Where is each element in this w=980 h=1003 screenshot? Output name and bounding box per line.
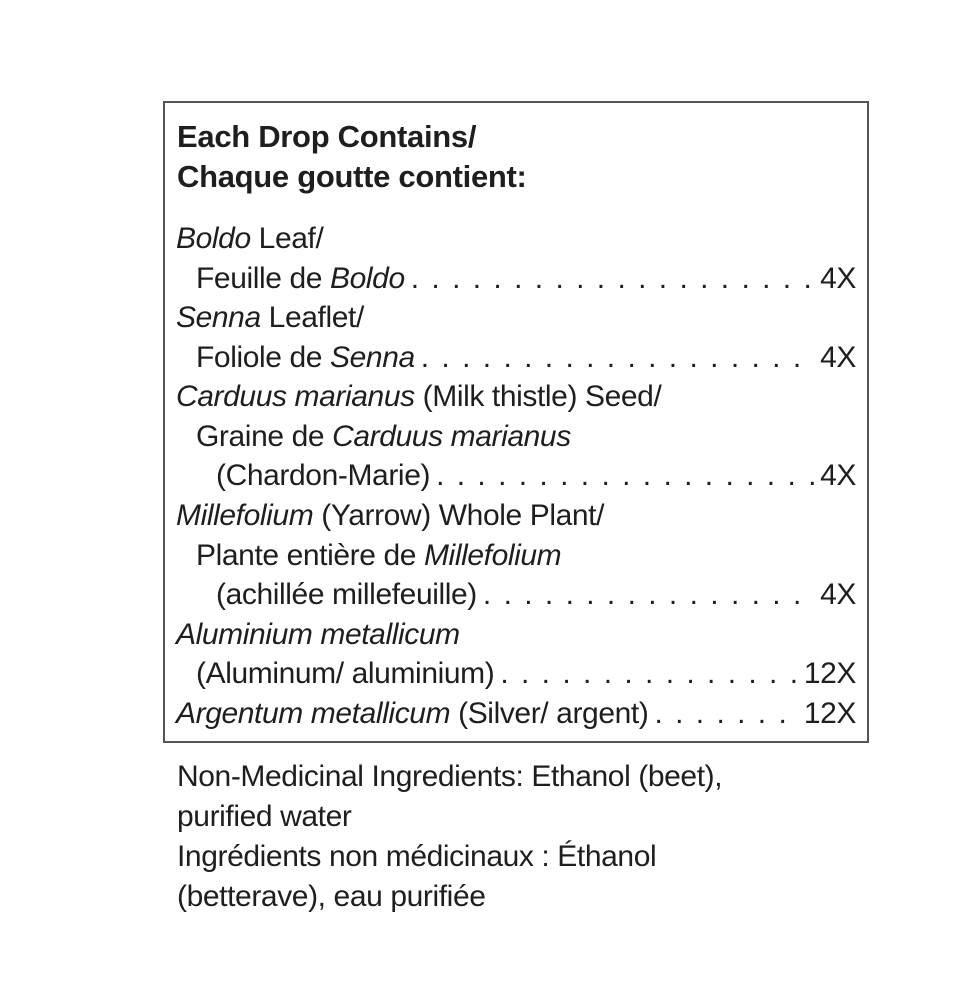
non-medicinal-en-line2: purified water	[177, 800, 352, 833]
ingredient-aluminium-common: (Aluminum/ aluminium) . . . 12X	[196, 654, 856, 694]
ingredient-senna-fr: Foliole de Senna . . . 4X	[196, 338, 856, 378]
potency: 4X	[820, 459, 856, 492]
ingredient-boldo-fr: Feuille de Boldo . . . 4X	[196, 259, 856, 299]
potency: 12X	[803, 657, 856, 690]
leader-dots	[483, 575, 814, 615]
non-medicinal-en-line1: Non-Medicinal Ingredients: Ethanol (beet),	[177, 760, 723, 793]
leader-dots	[411, 259, 814, 299]
ingredient-carduus-fr: Graine de Carduus marianus	[196, 420, 571, 453]
ingredient-aluminium-latin: Aluminium metallicum	[176, 618, 460, 651]
potency: 4X	[820, 262, 856, 295]
leader-dots	[500, 654, 797, 694]
leader-dots	[654, 694, 797, 734]
non-medicinal-fr-line2: (betterave), eau purifiée	[177, 880, 486, 913]
ingredient-carduus-en: Carduus marianus (Milk thistle) Seed/	[176, 380, 662, 413]
leader-dots	[421, 338, 814, 378]
leader-dots	[436, 456, 814, 496]
ingredient-senna-en: Senna Leaflet/	[176, 301, 364, 334]
heading-fr: Chaque goutte contient:	[177, 159, 527, 194]
potency: 4X	[820, 341, 856, 374]
non-medicinal-fr-line1: Ingrédients non médicinaux : Éthanol	[177, 840, 657, 873]
ingredient-argentum: Argentum metallicum (Silver/ argent) . . . 12X	[176, 694, 856, 734]
potency: 12X	[803, 697, 856, 730]
ingredient-boldo-en: Boldo Leaf/	[176, 222, 324, 255]
heading-en: Each Drop Contains/	[177, 119, 477, 154]
ingredient-millefolium-fr: Plante entière de Millefolium	[196, 539, 562, 572]
ingredient-millefolium-fr-common: (achillée millefeuille) . . . 4X	[216, 575, 856, 615]
ingredient-millefolium-en: Millefolium (Yarrow) Whole Plant/	[176, 499, 605, 532]
ingredient-carduus-fr-common: (Chardon-Marie) . . . 4X	[216, 456, 856, 496]
potency: 4X	[820, 578, 856, 611]
